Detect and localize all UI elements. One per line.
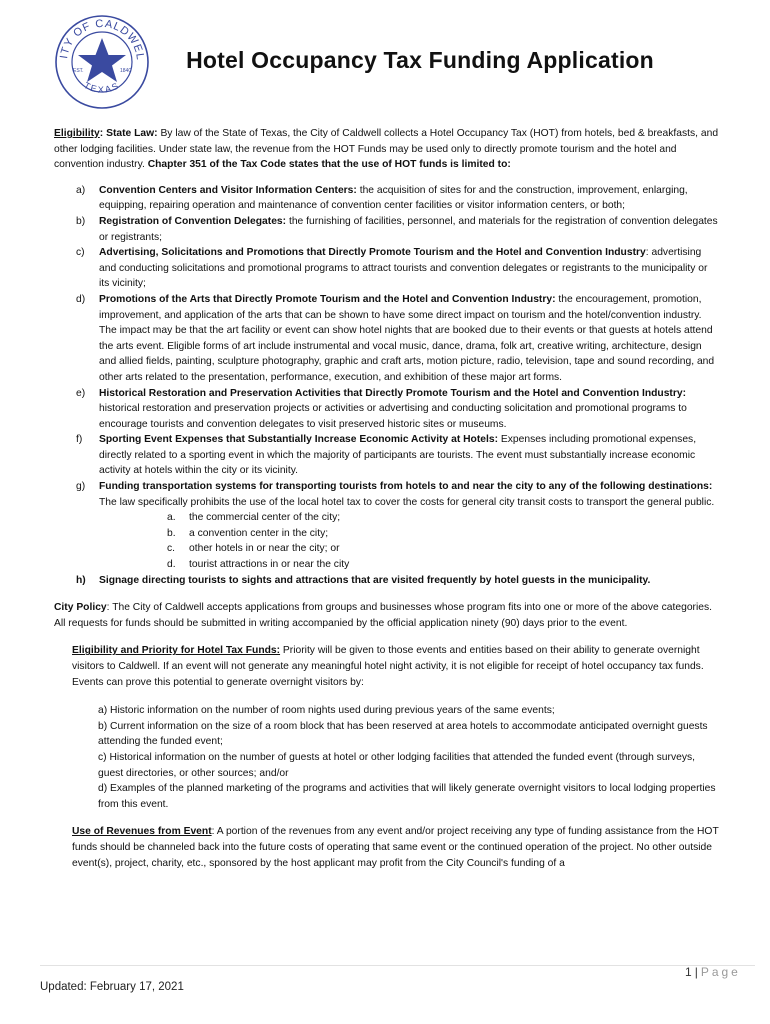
seal-bottom-text: TEXAS <box>82 80 122 95</box>
sub-list-text: a convention center in the city; <box>189 527 329 539</box>
eligibility-bold-tail: Chapter 351 of the Tax Code states that the use of HOT funds is limited to: <box>147 159 511 171</box>
list-item-text: historical restoration and preservation projects or activities or advertising and conducting solicitation and promotional programs to encourage tourists and convention delegates to visit preserved historic sites or museums. <box>99 403 687 430</box>
sub-list-marker: b. <box>167 527 176 539</box>
list-item-heading: Historical Restoration and Preservation Activities that Directly Promote Tourism and the Hotel and Convention Industry: <box>99 387 687 399</box>
list-item-text: Expenses including promotional expenses, directly related to a sporting event in which the majority of participants are tourists. The event must substantially increase economic activity at hotels within the city or its vicinity. <box>99 434 697 477</box>
proof-item: c) Historical information on the number of guests at hotel or other lodging facilities that attended the funded event (through surveys, guest directories, or other sources; and/or <box>98 751 695 779</box>
list-item-text: : advertising and conducting solicitations and promotional programs to attract tourists and convention delegates or registrants to the municipality or its vicinity; <box>99 247 708 290</box>
list-item <box>54 479 720 573</box>
list-marker: b) <box>76 215 86 227</box>
proof-item: a) Historic information on the number of room nights used during previous years of the same events; <box>98 705 555 717</box>
seal-right-text: 1840 <box>120 68 132 74</box>
sub-list-text: the commercial center of the city; <box>189 512 341 524</box>
list-item <box>54 292 720 386</box>
use-of-revenues-paragraph <box>54 824 720 871</box>
sub-list-marker: a. <box>167 512 176 524</box>
priority-label: Eligibility and Priority for Hotel Tax Funds: <box>72 645 281 657</box>
eligibility-label: Eligibility <box>54 128 100 139</box>
list-item-heading: Promotions of the Arts that Directly Promote Tourism and the Hotel and Convention Industry: <box>99 293 556 305</box>
sub-list-item <box>99 510 720 526</box>
list-marker: e) <box>76 387 86 399</box>
city-policy-paragraph <box>54 600 720 631</box>
list-item-heading: Advertising, Solicitations and Promotions that Directly Promote Tourism and the Hotel and Convention Industry <box>99 247 646 259</box>
sub-list-text: other hotels in or near the city; or <box>189 543 340 555</box>
list-item-text: the encouragement, promotion, improvement, and application of the arts that can be shown to have some direct impact on tourism and the hotel/convention industry. The impact may be that the art facility or event can show hotel nights that are booked due to their events or that guests at hotels attend the arts event. Eligible forms of art include instrumental and vocal music, dance, drama, folk art, creative writing, architecture, design and allied fields, painting, sculpture photography, graphic and craft arts, motion picture, radio, television, tape and sound recording, and other arts related to the presentation, performance, execution, and exhibition of these major art forms. <box>99 293 715 383</box>
star-icon <box>78 38 126 82</box>
list-item-heading: Funding transportation systems for transporting tourists from hotels to and near the city to any of the following destinations: <box>99 481 713 493</box>
city-seal-graphic <box>54 14 150 110</box>
page-word: Page <box>700 965 741 979</box>
list-marker: f) <box>76 434 83 446</box>
list-item <box>54 214 720 245</box>
eligibility-colon: : <box>99 128 107 139</box>
list-marker: c) <box>76 247 85 259</box>
list-item-heading: Sporting Event Expenses that Substantially Increase Economic Activity at Hotels: <box>99 434 499 446</box>
list-marker: h) <box>76 574 86 586</box>
sub-list-marker: d. <box>167 559 176 571</box>
document-body <box>54 126 720 871</box>
eligibility-text: By law of the State of Texas, the City of Caldwell collects a Hotel Occupancy Tax (HOT) from hotels, bed & breakfasts, and other lodging facilities. Under state law, the revenue from the HOT Funds may be used only to directly promote tourism and the hotel and convention industry. <box>54 128 719 171</box>
proof-item: d) Examples of the planned marketing of the programs and activities that will likely generate overnight visitors to local lodging properties from this event. <box>98 783 716 810</box>
sub-list-item <box>99 526 720 542</box>
city-policy-label: City Policy <box>54 602 107 614</box>
sub-list-text: tourist attractions in or near the city <box>189 559 350 571</box>
list-item-text: the furnishing of facilities, personnel, and materials for the registration of convention delegates or registrants; <box>99 215 718 243</box>
updated-date: Updated: February 17, 2021 <box>40 981 184 993</box>
list-item <box>54 573 720 589</box>
priority-paragraph <box>54 643 720 690</box>
destinations-list <box>99 510 720 572</box>
list-item <box>54 386 720 433</box>
list-marker: d) <box>76 293 86 305</box>
eligibility-paragraph <box>54 126 720 173</box>
page-number-separator: | <box>694 965 698 979</box>
seal-left-text: EST. <box>73 68 84 74</box>
list-item <box>54 183 720 214</box>
page-number <box>685 965 741 979</box>
use-of-revenues-text: : A portion of the revenues from any event and/or project receiving any type of funding assistance from the HOT funds should be channeled back into the future costs of operating that same event or the continued operation of the project. No other outside event(s), project, charity, etc., sponsored by the host applicant may profit from the City Council's funding of a <box>72 826 719 869</box>
list-item-heading: Convention Centers and Visitor Information Centers: <box>99 184 357 196</box>
state-law-label: State Law: <box>106 128 158 139</box>
seal-top-text: ITY OF CALDWEL <box>58 17 147 62</box>
footer-divider <box>40 965 755 966</box>
proof-items <box>54 703 720 812</box>
list-item-text: the acquisition of sites for and the construction, improvement, enlarging, equipping, repairing operation and maintenance of convention center facilities or visitor information centers, or both; <box>99 184 688 212</box>
city-policy-text: : The City of Caldwell accepts applications from groups and businesses whose program fits into one or more of the above categories. All requests for funds should be submitted in writing accompanied by the official application ninety (90) days prior to the event. <box>54 602 713 629</box>
list-item-text: The law specifically prohibits the use of the local hotel tax to cover the costs for general city transit costs to transport the general public. <box>99 496 715 508</box>
list-marker: g) <box>76 481 86 493</box>
page-title: Hotel Occupancy Tax Funding Application <box>186 47 654 73</box>
svg-text:TEXAS <box>82 80 121 95</box>
use-of-revenues-label: Use of Revenues from Event <box>72 826 212 838</box>
list-item <box>54 432 720 479</box>
page-number-value: 1 <box>685 965 692 979</box>
sub-list-marker: c. <box>167 543 176 555</box>
list-item-heading: Registration of Convention Delegates: <box>99 215 287 227</box>
sub-list-item <box>99 541 720 557</box>
proof-item: b) Current information on the size of a room block that has been reserved at area hotels to accommodate anticipated overnight guests attending the funded event; <box>98 720 708 748</box>
list-item <box>54 245 720 292</box>
list-item-heading: Signage directing tourists to sights and attractions that are visited frequently by hotel guests in the municipality. <box>99 574 651 586</box>
list-marker: a) <box>76 184 86 196</box>
sub-list-item <box>99 557 720 573</box>
priority-text: Priority will be given to those events and entities based on their ability to generate overnight visitors to Caldwell. If an event will not generate any meaningful hotel night activity, it is not eligible for receipt of hotel occupancy tax funds. Events can prove this potential to generate overnight visitors by: <box>72 645 704 688</box>
city-seal <box>54 14 150 110</box>
permitted-uses-list <box>54 183 720 588</box>
